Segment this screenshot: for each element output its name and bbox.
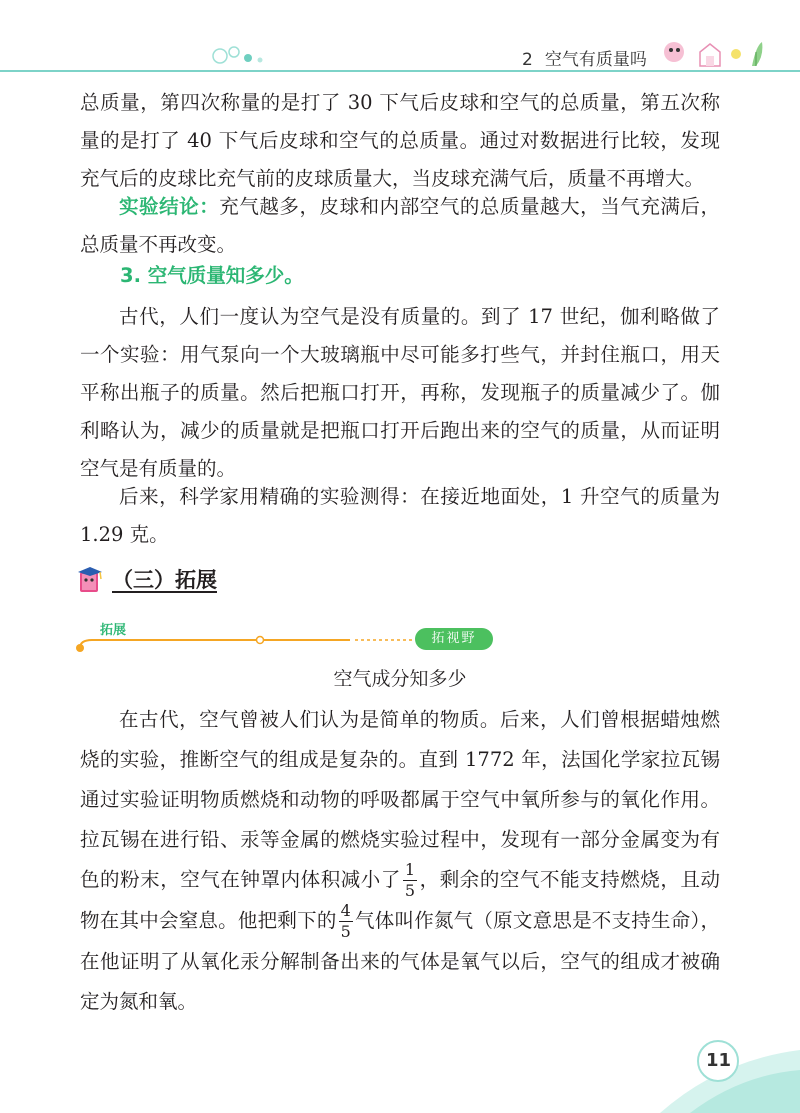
article-text-part1: 在古代，空气曾被人们认为是简单的物质。后来，人们曾根据蜡烛燃烧的实验，推断空气的组成是复杂的。直到 1772 年，法国化学家拉瓦锡通过实验证明物质燃烧和动物的呼吸都属于空气中氧所参与的氧化作用。拉瓦锡在进行铅、汞等金属的燃烧实验过程中，发现有一部分金属变为有色的粉末，空气在钟罩内体积减小了 [80, 708, 720, 891]
chapter-number: 2 [522, 50, 533, 70]
cartoon-house-flowers-icon [660, 36, 770, 72]
chapter-title: 空气有质量吗 [544, 50, 647, 70]
paragraph-galileo: 古代，人们一度认为空气是没有质量的。到了 17 世纪，伽利略做了一个实验：用气泵向一个大玻璃瓶中尽可能多打些气，并封住瓶口，用天平称出瓶子的质量。然后把瓶口打开，再称，发现瓶子的质量减少了。伽利略认为，减少的质量就是把瓶口打开后跑出来的空气的质量，从而证明空气是有质量的。 [80, 305, 720, 480]
bubbles-decoration-icon [200, 30, 290, 72]
extension-heading [76, 562, 217, 596]
fraction-one-fifth-numerator: 1 [404, 860, 416, 879]
fraction-one-fifth [403, 860, 417, 901]
conclusion-text: 充气越多，皮球和内部空气的总质量越大，当气充满后，总质量不再改变。 [80, 195, 720, 256]
page-number: 11 [706, 1050, 732, 1071]
article-text-part3: 气体叫作氮气（原文意思是不支持生命），在他证明了从氧化汞分解制备出来的气体是氧气以后，空气的组成才被确定为氮和氧。 [80, 909, 720, 1013]
extension-title: （三）拓展 [112, 568, 217, 592]
paragraph-air-mass: 后来，科学家用精确的实验测得：在接近地面处，1 升空气的质量为 1.29 克。 [80, 485, 720, 546]
fraction-one-fifth-denominator: 5 [404, 881, 416, 900]
fraction-four-fifths-denominator: 5 [340, 922, 351, 941]
chapter-heading [522, 45, 659, 70]
broaden-horizons-badge: 拓视野 [415, 628, 493, 650]
article-text-part2: ，剩余的空气不能支持燃烧，且动物在其中会窒息。他把剩下的 [80, 868, 720, 932]
fraction-four-fifths [339, 901, 353, 942]
paragraph-air-composition [80, 700, 720, 1022]
paragraph-measurement: 总质量，第四次称量的是打了 30 下气后皮球和空气的总质量，第五次称量的是打了 40 下气后皮球和空气的总质量。通过对数据进行比较，发现充气后的皮球比充气前的皮球质量大，当皮球充满气后，质量不再增大。 [80, 91, 720, 190]
page-corner-decoration [660, 1030, 800, 1113]
section-3-heading: 3. 空气质量知多少。 [120, 264, 304, 287]
extension-article-title: 空气成分知多少 [333, 668, 467, 690]
book-mascot-icon [76, 564, 106, 594]
extension-band-label: 拓展 [100, 623, 127, 638]
paragraph-conclusion [80, 188, 720, 264]
fraction-four-fifths-numerator: 4 [340, 901, 351, 920]
conclusion-label: 实验结论： [119, 195, 220, 218]
